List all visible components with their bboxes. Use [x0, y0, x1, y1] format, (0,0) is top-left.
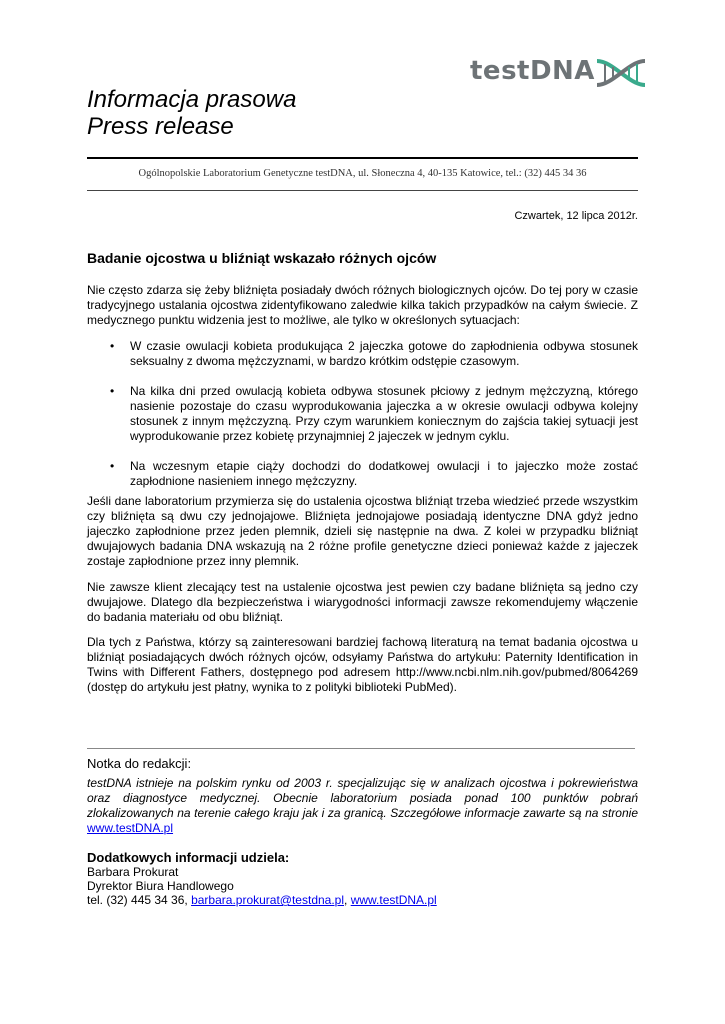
bullet-text: Na kilka dni przed owulacją kobieta odbywa stosunek płciowy z jednym mężczyzną, którego nasienie pozostaje do czasu wyprodukowania jajeczka a w okresie owulacji odbywa kolejny stosunek z innym mężczyzną. Przy czym warunkiem koniecznym do zajścia takiej sytuacji jest wyprodukowanie przez kobietę przynajmniej 2 jajeczek w jednym cyklu. [130, 384, 638, 443]
contact-separator: , [344, 893, 351, 907]
article-heading: Badanie ojcostwa u bliźniąt wskazało różnych ojców [87, 250, 437, 266]
lab-address: Ogólnopolskie Laboratorium Genetyczne testDNA, ul. Słoneczna 4, 40-135 Katowice, tel.: (32) 445 34 36 [138, 168, 587, 179]
bullet-list [110, 339, 638, 504]
notes-text: testDNA istnieje na polskim rynku od 2003 r. specjalizując się w analizach ojcostwa i pokrewieństwa oraz diagnostyce medycznej. Obecnie laboratorium posiada ponad 100 punktów pobrań zlokalizowanych na terenie całego kraju jak i za granicą. Szczegółowe informacje zawarte są na stronie [87, 776, 638, 820]
paragraph-recommendation: Nie zawsze klient zlecający test na ustalenie ojcostwa jest pewien czy badane bliźnięta są jedno czy dwujajowe. Dlatego dla bezpieczeństwa i wiarygodności informacji zawsze rekomendujemy włączenie do badania materiału od obu bliźniąt. [87, 580, 638, 624]
contact-phone: tel. (32) 445 34 36, [87, 893, 192, 907]
list-item [110, 459, 638, 489]
dna-helix-icon [595, 58, 647, 88]
header-divider-bottom [87, 190, 638, 191]
release-date: Czwartek, 12 lipca 2012r. [514, 210, 638, 222]
notes-website-link[interactable]: www.testDNA.pl [87, 821, 174, 835]
list-item [110, 339, 638, 369]
header-divider-top [87, 157, 638, 159]
contact-website-link[interactable]: www.testDNA.pl [350, 893, 437, 907]
contact-role: Dyrektor Biura Handlowego [87, 879, 234, 893]
contact-block [87, 865, 437, 907]
notes-body [87, 776, 638, 836]
bullet-text: Na wczesnym etapie ciąży dochodzi do dodatkowej owulacji i to jajeczko może zostać zapłodnione nasieniem innego mężczyzny. [130, 459, 638, 488]
document-title [87, 86, 296, 140]
bullet-icon: • [110, 339, 115, 353]
logo-wordmark: testDNA [470, 56, 595, 86]
contact-line [87, 893, 437, 907]
list-item [110, 384, 638, 444]
contact-name: Barbara Prokurat [87, 865, 179, 879]
bullet-icon: • [110, 459, 115, 473]
title-english: Press release [87, 113, 234, 140]
contact-email-link[interactable]: barbara.prokurat@testdna.pl [191, 893, 345, 907]
notes-divider [87, 748, 635, 749]
paragraph-literature: Dla tych z Państwa, którzy są zainteresowani bardziej fachową literaturą na temat badania ojcostwa u bliźniąt posiadających dwóch różnych ojców, odsyłamy Państwa do artykułu: Paternity Identification in Twins with Different Fathers, dostępnego pod adresem http://www.ncbi.nlm.nih.gov/pubmed/8064269 (dostęp do artykułu jest płatny, wynika to z polityki biblioteki PubMed). [87, 635, 638, 694]
title-polish: Informacja prasowa [87, 86, 297, 113]
bullet-text: W czasie owulacji kobieta produkująca 2 jajeczka gotowe do zapłodnienia odbywa stosunek seksualny z dwoma mężczyznami, w bardzo krótkim odstępie czasowym. [130, 339, 638, 368]
testdna-logo [470, 56, 650, 94]
intro-paragraph: Nie często zdarza się żeby bliźnięta posiadały dwóch różnych biologicznych ojców. Do tej pory w czasie tradycyjnego ustalania ojcostwa zidentyfikowano zaledwie kilka takich przypadków na całym świecie. Z medycznego punktu widzenia jest to możliwe, ale tylko w określonych sytuacjach: [87, 283, 638, 327]
paragraph-twin-types: Jeśli dane laboratorium przymierza się do ustalenia ojcostwa bliźniąt trzeba wiedzieć przede wszystkim czy bliźnięta są dwu czy jednojajowe. Bliźnięta jednojajowe posiadają identyczne DNA gdyż jedno jajeczko zapłodnione przez jeden plemnik, dzieli się następnie na dwa. Z kolei w przypadku bliźniąt dwujajowych badania DNA wskazują na 2 różne profile genetyczne dzieci ponieważ każde z jajeczek zostaje zapłodnione przez inny plemnik. [87, 494, 638, 568]
contact-title: Dodatkowych informacji udziela: [87, 850, 290, 865]
bullet-icon: • [110, 384, 115, 398]
notes-label: Notka do redakcji: [87, 756, 192, 771]
